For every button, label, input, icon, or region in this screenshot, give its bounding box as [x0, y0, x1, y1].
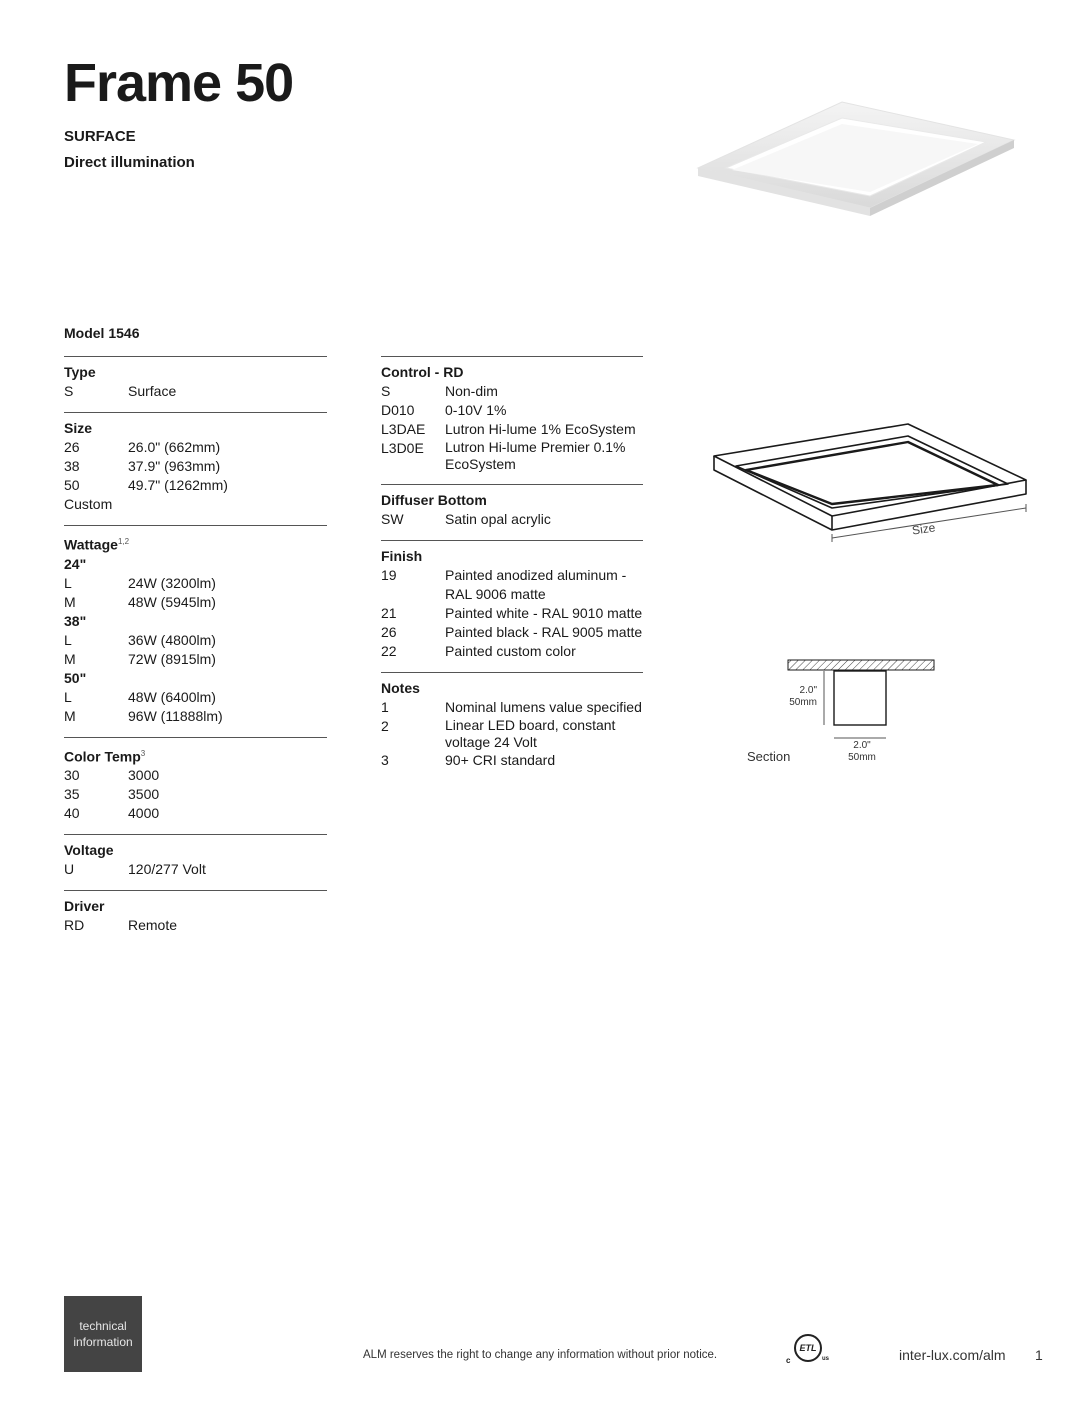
option-row: M 48W (5945lm) — [64, 593, 216, 610]
section-driver — [64, 890, 327, 935]
section-heading: Type — [64, 364, 96, 380]
section-wattage — [64, 525, 327, 726]
section-type — [64, 356, 327, 401]
spec-column-left — [64, 356, 327, 946]
size-group-label: 38" — [64, 612, 87, 629]
mount-type: SURFACE — [64, 128, 136, 145]
option-row: Custom — [64, 496, 113, 512]
option-row: L 24W (3200lm) — [64, 574, 216, 591]
etl-mark: ETL — [799, 1343, 817, 1353]
option-row: 35 3500 — [64, 786, 160, 803]
technical-information-tab: technical information — [64, 1296, 142, 1372]
option-row: 3 90+ CRI standard — [381, 752, 556, 768]
section-heading: Color Temp$^3$ — [64, 748, 146, 765]
section-diffuser — [381, 484, 643, 529]
illumination-type: Direct illumination — [64, 154, 195, 171]
size-group-label: 50" — [64, 669, 87, 686]
option-row: 22 Painted custom color — [381, 643, 576, 659]
spec-column-middle — [381, 356, 661, 781]
option-row: M 96W (11888lm) — [64, 707, 223, 724]
section-heading: Driver — [64, 898, 105, 915]
option-row: D010 0-10V 1% — [381, 402, 507, 418]
option-row: L3DAE Lutron Hi-lume 1% EcoSystem — [381, 421, 636, 437]
option-row: 38 37.9" (963mm) — [64, 458, 221, 474]
section-heading: Voltage — [64, 842, 114, 859]
product-image — [692, 96, 1022, 222]
section-label: Section — [747, 749, 791, 764]
section-control — [381, 356, 643, 473]
option-row: L3D0E Lutron Hi-lume Premier 0.1% EcoSystem — [381, 439, 626, 472]
size-diagram — [708, 418, 1034, 546]
size-group-label: 24" — [64, 555, 87, 572]
size-label: Size — [911, 520, 937, 538]
section-heading: Diffuser Bottom — [381, 492, 487, 508]
option-row: RD Remote — [64, 917, 178, 934]
model-number: Model 1546 — [64, 325, 140, 341]
option-row: 26 Painted black - RAL 9005 matte — [381, 624, 643, 640]
section-heading: Notes — [381, 680, 420, 696]
website-link[interactable]: inter-lux.com/alm — [899, 1347, 1006, 1363]
section-color-temp — [64, 737, 327, 824]
option-row: S Non-dim — [381, 383, 498, 399]
option-row: 1 Nominal lumens value specified — [381, 699, 642, 715]
section-heading: Control - RD — [381, 364, 464, 380]
height-dimension: 2.0" 50mm — [789, 685, 817, 708]
section-voltage — [64, 834, 327, 879]
option-row: 2 Linear LED board, constant voltage 24 Volt — [381, 717, 616, 750]
section-finish — [381, 540, 643, 661]
option-row: 19 Painted anodized aluminum - RAL 9006 matte — [381, 567, 627, 602]
option-row: M 72W (8915lm) — [64, 650, 216, 667]
option-row: 30 3000 — [64, 767, 160, 784]
option-row: 40 4000 — [64, 805, 160, 822]
page-title: Frame 50 — [64, 53, 294, 113]
option-row: 21 Painted white - RAL 9010 matte — [381, 605, 643, 621]
option-row: 26 26.0" (662mm) — [64, 439, 221, 455]
section-notes — [381, 672, 643, 770]
section-size — [64, 412, 327, 514]
section-heading: Wattage$^{1,2}$ — [64, 536, 130, 553]
section-heading: Finish — [381, 548, 423, 564]
option-row: L 48W (6400lm) — [64, 688, 216, 705]
page-number: 1 — [1035, 1347, 1043, 1363]
option-row: S Surface — [64, 383, 177, 399]
etl-certification-icon: ETL c us — [784, 1334, 834, 1368]
section-heading: Size — [64, 420, 93, 436]
option-row: 50 49.7" (1262mm) — [64, 477, 228, 493]
option-row: SW Satin opal acrylic — [381, 511, 551, 527]
option-row: U 120/277 Volt — [64, 861, 206, 878]
width-dimension: 2.0" 50mm — [848, 740, 876, 763]
disclaimer: ALM reserves the right to change any information without prior notice. — [363, 1349, 718, 1361]
option-row: L 36W (4800lm) — [64, 631, 216, 648]
